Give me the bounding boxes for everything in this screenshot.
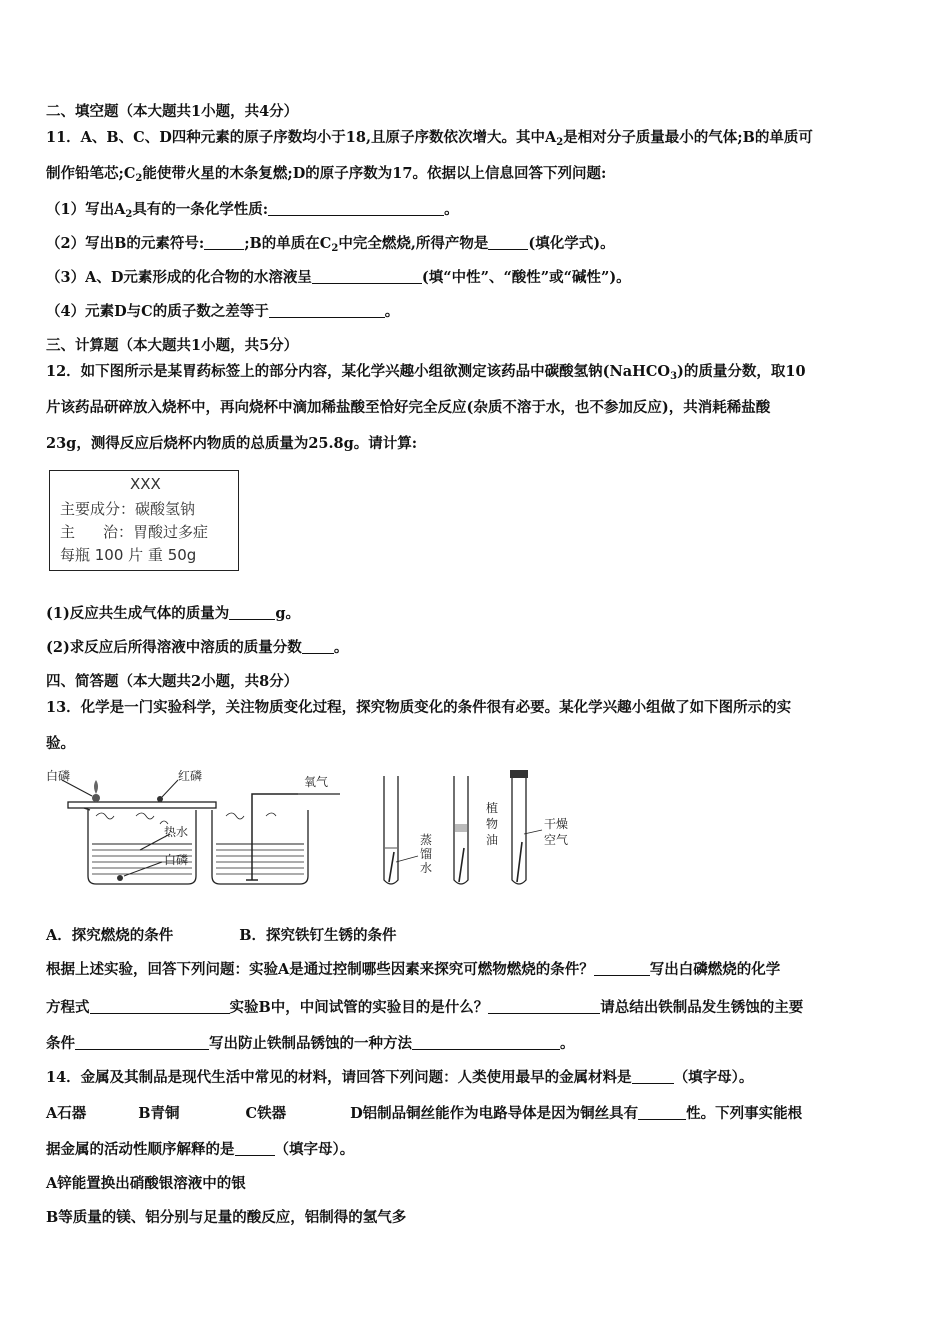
answer-blank[interactable] <box>412 1035 560 1050</box>
answer-blank[interactable] <box>312 269 422 284</box>
option-c: C铁器 <box>245 1105 287 1122</box>
q14-text: （填字母）。 <box>673 1069 754 1086</box>
q13-text: 实验B中，中间试管的实验目的是什么？ <box>229 999 489 1016</box>
q11-text: (填“中性”、“酸性”或“碱性”)。 <box>421 269 631 286</box>
answer-blank[interactable] <box>594 961 650 976</box>
q13-question-line-3 <box>46 1034 575 1054</box>
label-spec: 每瓶 100 片 重 50g <box>60 546 197 564</box>
nail-2 <box>459 848 464 882</box>
flame-icon <box>94 780 98 794</box>
section-heading-fill-in: 二、填空题（本大题共1小题，共4分） <box>46 103 299 120</box>
q11-text: 制作铅笔芯;C <box>46 165 136 182</box>
q13-text: 。 <box>560 1035 575 1052</box>
q12-line-2: 片该药品研碎放入烧杯中，再向烧杯中滴加稀盐酸至恰好完全反应(杂质不溶于水，也不参加反应)，共消耗稀盐酸 <box>46 399 771 416</box>
q14-line-3 <box>46 1140 354 1160</box>
q11-text: 。 <box>444 201 459 218</box>
figure-captions <box>46 926 397 946</box>
subscript: 2 <box>331 243 339 254</box>
label-distilled-2: 馏 <box>420 847 433 861</box>
label-white-phosphorus-2: 白磷 <box>164 853 189 867</box>
q13-text: 写出防止铁制品锈蚀的一种方法 <box>209 1035 412 1052</box>
subscript: 2 <box>556 137 564 148</box>
q13-text: 方程式 <box>46 999 90 1016</box>
q12-text: 12．如下图所示是某胃药标签上的部分内容，某化学兴趣小组欲测定该药品中碳酸氢钠(NaHCO <box>46 363 671 380</box>
q12-text: (2)求反应后所得溶液中溶质的质量分数 <box>46 639 302 656</box>
q12-line-3: 23g，测得反应后烧杯内物质的总质量为25.8g。请计算: <box>46 435 418 452</box>
q13-text: 条件 <box>46 1035 75 1052</box>
q11-text: 是相对分子质量最小的气体;B的单质可 <box>563 129 813 146</box>
label-indication-body: 治：胃酸过多症 <box>103 523 209 541</box>
q11-text: (填化学式)。 <box>528 235 615 252</box>
answer-blank[interactable] <box>632 1069 674 1084</box>
label-oil-1: 植 <box>486 801 499 815</box>
q11-text: 中完全燃烧,所得产物是 <box>338 235 489 252</box>
q14-text: （填字母）。 <box>274 1141 355 1158</box>
q11-line-1 <box>46 128 813 153</box>
q11-part-2 <box>46 234 615 259</box>
label-dry-air-1: 干燥 <box>544 817 569 831</box>
q11-text: （4）元素D与C的质子数之差等于 <box>46 303 269 320</box>
stopper <box>510 770 528 778</box>
answer-blank[interactable] <box>204 235 244 250</box>
answer-blank[interactable] <box>488 235 528 250</box>
q13-text: 请总结出铁制品发生锈蚀的主要 <box>600 999 804 1016</box>
label-red-phosphorus: 红磷 <box>178 769 203 783</box>
section-heading-calculation: 三、计算题（本大题共1小题，共5分） <box>46 337 299 354</box>
option-b: B青铜 <box>138 1105 180 1122</box>
q12-text: 。 <box>333 639 349 656</box>
label-indication <box>60 521 208 542</box>
answer-blank[interactable] <box>235 1141 275 1156</box>
answer-blank[interactable] <box>638 1105 686 1120</box>
nail-1 <box>389 852 394 882</box>
label-oxygen: 氧气 <box>304 775 329 789</box>
q12-text: g。 <box>275 605 300 622</box>
q11-text: （2）写出B的元素符号: <box>46 235 205 252</box>
underwater-phosphorus-dot <box>117 875 123 881</box>
label-indication-head: 主 <box>60 523 76 541</box>
subscript: 2 <box>125 209 133 220</box>
q14-line-1 <box>46 1068 753 1088</box>
q13-question-line-1 <box>46 960 780 980</box>
q14-choice-a: A锌能置换出硝酸银溶液中的银 <box>46 1175 246 1192</box>
subscript: 3 <box>670 371 678 382</box>
section-heading-short-answer: 四、简答题（本大题共2小题，共8分） <box>46 673 299 690</box>
label-white-phosphorus: 白磷 <box>46 769 71 783</box>
q14-choice-b: B等质量的镁、铝分别与足量的酸反应，铝制得的氢气多 <box>46 1209 407 1226</box>
label-oil-3: 油 <box>486 833 499 847</box>
q11-part-3 <box>46 268 631 288</box>
q11-text: 能使带火星的木条复燃;D的原子序数为17。依据以上信息回答下列问题: <box>142 165 607 182</box>
q14-text: 据金属的活动性顺序解释的是 <box>46 1141 235 1158</box>
label-ingredient: 主要成分：碳酸氢钠 <box>60 500 196 518</box>
q12-text: )的质量分数，取10 <box>677 363 806 380</box>
white-phosphorus-dot <box>92 794 100 802</box>
answer-blank[interactable] <box>269 303 385 318</box>
label-hot-water: 热水 <box>164 825 189 839</box>
caption-b: B．探究铁钉生锈的条件 <box>239 927 397 944</box>
caption-a: A．探究燃烧的条件 <box>46 927 174 944</box>
label-oil-2: 物 <box>486 817 499 831</box>
q13-question-line-2 <box>46 998 803 1018</box>
option-a: A石器 <box>46 1105 87 1122</box>
q11-text: （1）写出A <box>46 201 126 218</box>
q12-part-2 <box>46 638 348 658</box>
q14-text: 14．金属及其制品是现代生活中常见的材料，请回答下列问题：人类使用最早的金属材料是 <box>46 1069 632 1086</box>
beaker-1 <box>84 808 196 884</box>
q13-text: 写出白磷燃烧的化学 <box>649 961 781 978</box>
nail-3 <box>517 842 522 882</box>
option-d: D铝制品铜丝能作为电路导体是因为铜丝具有 <box>350 1105 639 1122</box>
q11-text: 具有的一条化学性质: <box>132 201 269 218</box>
q14-options <box>46 1104 802 1124</box>
answer-blank[interactable] <box>268 201 444 216</box>
q13-line-2: 验。 <box>46 735 75 752</box>
label-distilled-3: 水 <box>420 861 433 875</box>
medicine-label <box>49 470 239 571</box>
q13-line-1: 13．化学是一门实验科学，关注物质变化过程，探究物质变化的条件很有必要。某化学兴趣小组做了如下图所示的实 <box>46 699 792 716</box>
q11-line-2 <box>46 164 606 189</box>
answer-blank[interactable] <box>90 999 230 1014</box>
label-distilled-1: 蒸 <box>420 833 433 847</box>
q11-text: ;B的单质在C <box>244 235 332 252</box>
q14-text: 性。下列事实能根 <box>686 1105 803 1122</box>
label-dry-air-2: 空气 <box>544 833 569 847</box>
q12-part-1 <box>46 604 300 624</box>
q13-text: 根据上述实验，回答下列问题：实验A是通过控制哪些因素来探究可燃物燃烧的条件？ <box>46 961 594 978</box>
copper-plate <box>68 802 216 808</box>
answer-blank[interactable] <box>488 999 600 1014</box>
q12-line-1 <box>46 362 806 387</box>
q11-part-1 <box>46 200 459 225</box>
experiment-figure <box>40 764 600 894</box>
answer-blank[interactable] <box>75 1035 209 1050</box>
q12-text: (1)反应共生成气体的质量为 <box>46 605 230 622</box>
beaker-2 <box>212 794 308 884</box>
subscript: 2 <box>135 173 143 184</box>
answer-blank[interactable] <box>302 639 334 654</box>
answer-blank[interactable] <box>229 605 275 620</box>
q11-part-4 <box>46 302 399 322</box>
q11-text: 11．A、B、C、D四种元素的原子序数均小于18,且原子序数依次增大。其中A <box>46 129 557 146</box>
q11-text: 。 <box>384 303 400 320</box>
q11-text: （3）A、D元素形成的化合物的水溶液呈 <box>46 269 312 286</box>
oil-layer <box>455 824 467 832</box>
label-title: XXX <box>130 475 161 493</box>
